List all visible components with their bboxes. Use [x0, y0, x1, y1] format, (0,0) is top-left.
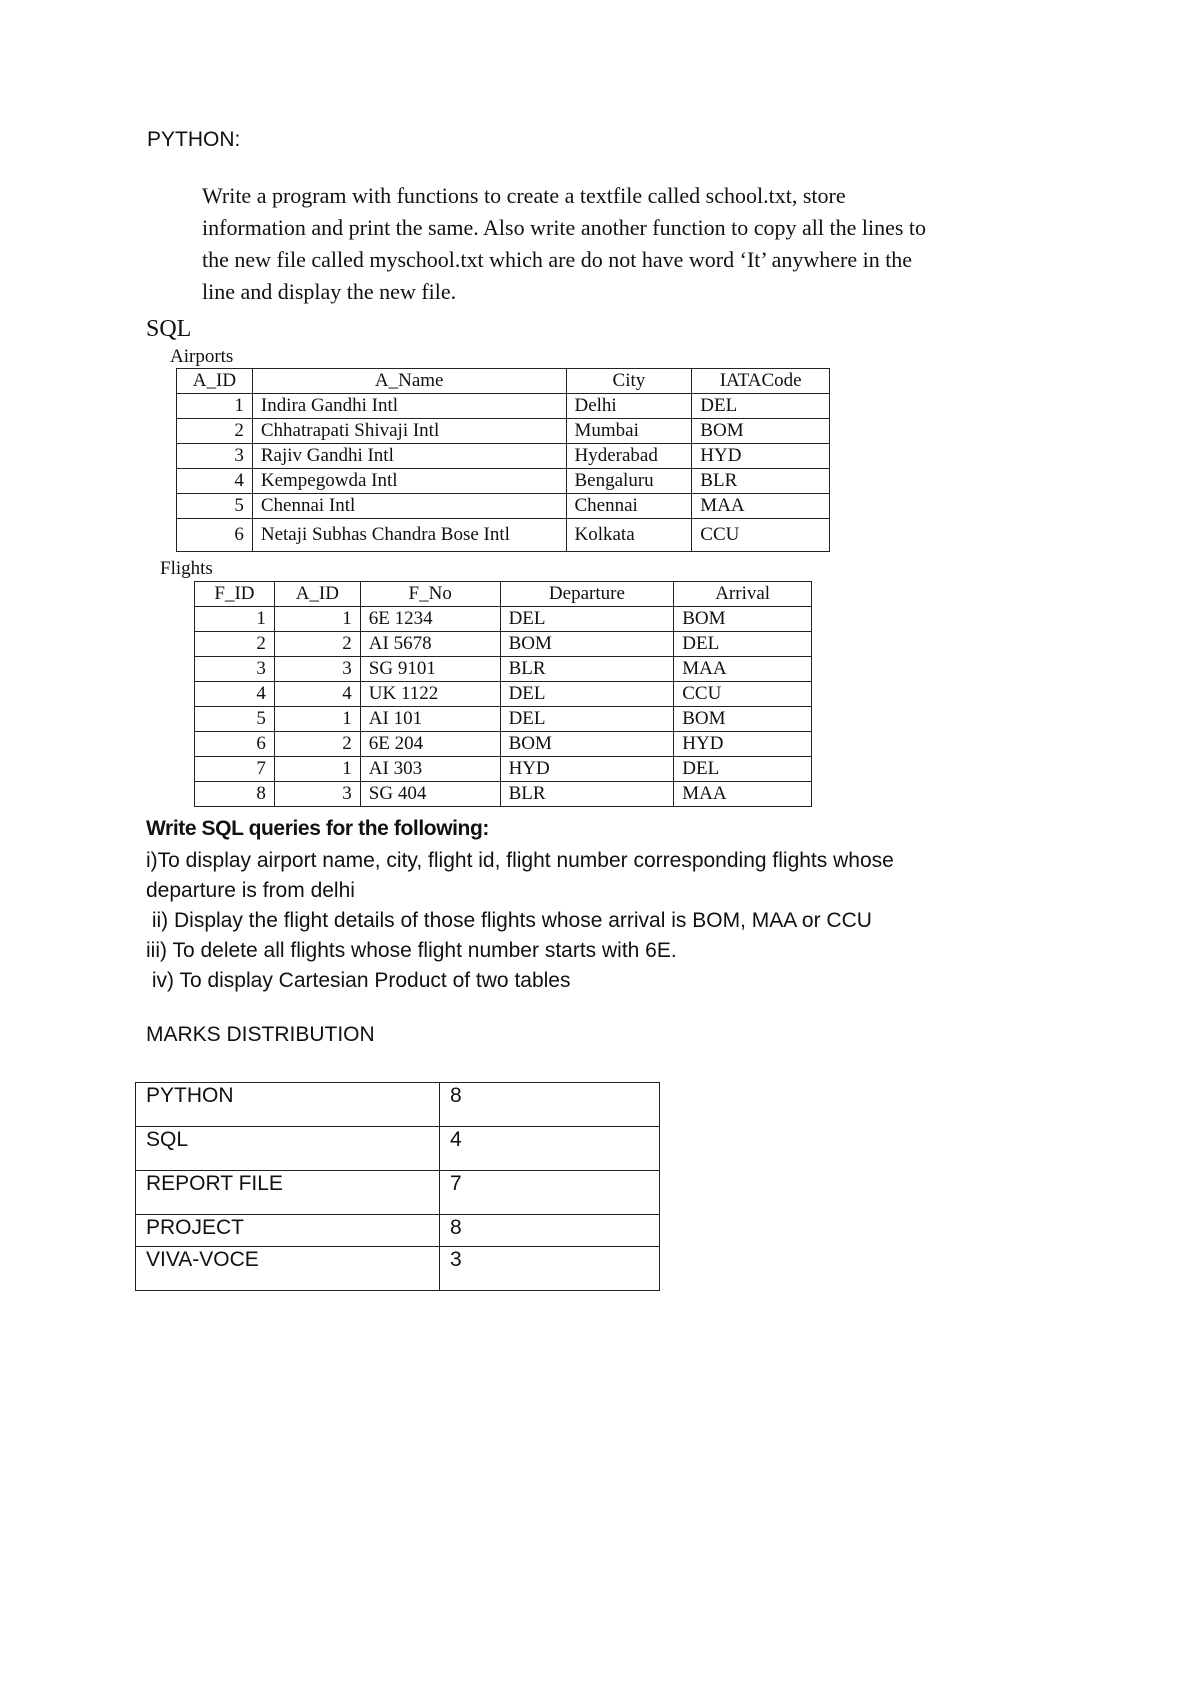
table-row	[136, 1083, 660, 1127]
table-cell: BLR	[692, 469, 830, 494]
table-cell: 3	[440, 1247, 660, 1291]
query-line: departure is from delhi	[146, 879, 355, 902]
table-cell: SQL	[136, 1127, 440, 1171]
table-cell: 4	[177, 469, 253, 494]
table-cell: MAA	[674, 782, 812, 807]
table-cell: CCU	[692, 519, 830, 552]
python-question-line: the new file called myschool.txt which are do not have word ‘It’ anywhere in the	[202, 247, 913, 272]
query-line: i)To display airport name, city, flight id, flight number corresponding flights whose	[146, 849, 894, 872]
column-header: F_ID	[195, 582, 275, 607]
sql-heading: SQL	[146, 316, 192, 342]
table-cell: BOM	[500, 732, 674, 757]
table-cell: 1	[177, 394, 253, 419]
table-cell: 1	[274, 707, 360, 732]
python-question-line: Write a program with functions to create a textfile called school.txt, store	[202, 183, 846, 208]
queries-list	[146, 846, 1066, 996]
queries-heading: Write SQL queries for the following:	[146, 817, 490, 840]
table-header-row	[177, 369, 830, 394]
table-row	[177, 494, 830, 519]
table-cell: 7	[440, 1171, 660, 1215]
table-row	[177, 394, 830, 419]
table-cell: MAA	[692, 494, 830, 519]
query-line: ii) Display the flight details of those flights whose arrival is BOM, MAA or CCU	[146, 909, 872, 932]
table-cell: SG 9101	[360, 657, 500, 682]
flights-caption: Flights	[160, 558, 213, 579]
table-cell: 5	[195, 707, 275, 732]
column-header: Arrival	[674, 582, 812, 607]
table-cell: BOM	[674, 607, 812, 632]
table-row	[136, 1127, 660, 1171]
table-cell: DEL	[500, 707, 674, 732]
table-row	[195, 707, 812, 732]
table-cell: DEL	[674, 632, 812, 657]
table-row	[177, 419, 830, 444]
table-cell: 3	[195, 657, 275, 682]
table-cell: CCU	[674, 682, 812, 707]
table-cell: 6	[177, 519, 253, 552]
table-cell: AI 101	[360, 707, 500, 732]
table-cell: 2	[195, 632, 275, 657]
table-row	[136, 1171, 660, 1215]
table-row	[177, 519, 830, 552]
table-cell: 1	[274, 757, 360, 782]
table-cell: 3	[274, 782, 360, 807]
table-cell: DEL	[500, 682, 674, 707]
table-cell: PROJECT	[136, 1215, 440, 1247]
table-cell: AI 5678	[360, 632, 500, 657]
python-question-line: line and display the new file.	[202, 279, 457, 304]
table-cell: DEL	[674, 757, 812, 782]
table-cell: VIVA-VOCE	[136, 1247, 440, 1291]
table-cell: 4	[274, 682, 360, 707]
table-cell: BLR	[500, 657, 674, 682]
table-cell: HYD	[500, 757, 674, 782]
table-cell: HYD	[674, 732, 812, 757]
airports-caption: Airports	[170, 346, 234, 367]
table-row	[136, 1215, 660, 1247]
table-row	[136, 1247, 660, 1291]
table-cell: Rajiv Gandhi Intl	[252, 444, 566, 469]
column-header: A_Name	[252, 369, 566, 394]
table-cell: 7	[195, 757, 275, 782]
table-cell: UK 1122	[360, 682, 500, 707]
table-cell: Chennai Intl	[252, 494, 566, 519]
column-header: A_ID	[274, 582, 360, 607]
table-row	[195, 632, 812, 657]
table-cell: Indira Gandhi Intl	[252, 394, 566, 419]
table-cell: 8	[440, 1083, 660, 1127]
query-line: iv) To display Cartesian Product of two tables	[146, 969, 571, 992]
table-cell: BOM	[500, 632, 674, 657]
table-row	[195, 682, 812, 707]
table-row	[195, 757, 812, 782]
table-cell: BOM	[692, 419, 830, 444]
marks-heading: MARKS DISTRIBUTION	[146, 1023, 375, 1046]
table-cell: PYTHON	[136, 1083, 440, 1127]
table-cell: 6E 204	[360, 732, 500, 757]
table-cell: 3	[274, 657, 360, 682]
table-cell: Kolkata	[566, 519, 692, 552]
table-cell: 8	[195, 782, 275, 807]
table-row	[195, 657, 812, 682]
table-cell: Chhatrapati Shivaji Intl	[252, 419, 566, 444]
table-cell: HYD	[692, 444, 830, 469]
table-cell: 1	[274, 607, 360, 632]
table-row	[177, 444, 830, 469]
table-cell: Bengaluru	[566, 469, 692, 494]
table-cell: 2	[274, 632, 360, 657]
table-cell: Delhi	[566, 394, 692, 419]
table-cell: 8	[440, 1215, 660, 1247]
python-question-line: information and print the same. Also write another function to copy all the lines to	[202, 215, 927, 240]
table-cell: AI 303	[360, 757, 500, 782]
table-cell: 3	[177, 444, 253, 469]
python-heading: PYTHON:	[147, 128, 241, 151]
table-cell: DEL	[692, 394, 830, 419]
python-question	[202, 180, 1032, 308]
table-cell: 5	[177, 494, 253, 519]
table-cell: DEL	[500, 607, 674, 632]
column-header: IATACode	[692, 369, 830, 394]
table-cell: REPORT FILE	[136, 1171, 440, 1215]
table-cell: Kempegowda Intl	[252, 469, 566, 494]
table-cell: Mumbai	[566, 419, 692, 444]
table-cell: 4	[195, 682, 275, 707]
table-row	[195, 607, 812, 632]
table-cell: 2	[177, 419, 253, 444]
table-cell: SG 404	[360, 782, 500, 807]
table-cell: Netaji Subhas Chandra Bose Intl	[252, 519, 566, 552]
table-row	[195, 732, 812, 757]
table-row	[195, 782, 812, 807]
table-cell: Hyderabad	[566, 444, 692, 469]
column-header: Departure	[500, 582, 674, 607]
marks-table	[135, 1082, 660, 1291]
query-line: iii) To delete all flights whose flight number starts with 6E.	[146, 939, 677, 962]
table-cell: 2	[274, 732, 360, 757]
airports-table	[176, 368, 830, 552]
table-cell: MAA	[674, 657, 812, 682]
table-cell: 1	[195, 607, 275, 632]
column-header: City	[566, 369, 692, 394]
flights-table	[194, 581, 812, 807]
column-header: F_No	[360, 582, 500, 607]
table-cell: Chennai	[566, 494, 692, 519]
table-cell: 6	[195, 732, 275, 757]
table-cell: 4	[440, 1127, 660, 1171]
table-header-row	[195, 582, 812, 607]
column-header: A_ID	[177, 369, 253, 394]
table-row	[177, 469, 830, 494]
table-cell: BOM	[674, 707, 812, 732]
table-cell: BLR	[500, 782, 674, 807]
table-cell: 6E 1234	[360, 607, 500, 632]
